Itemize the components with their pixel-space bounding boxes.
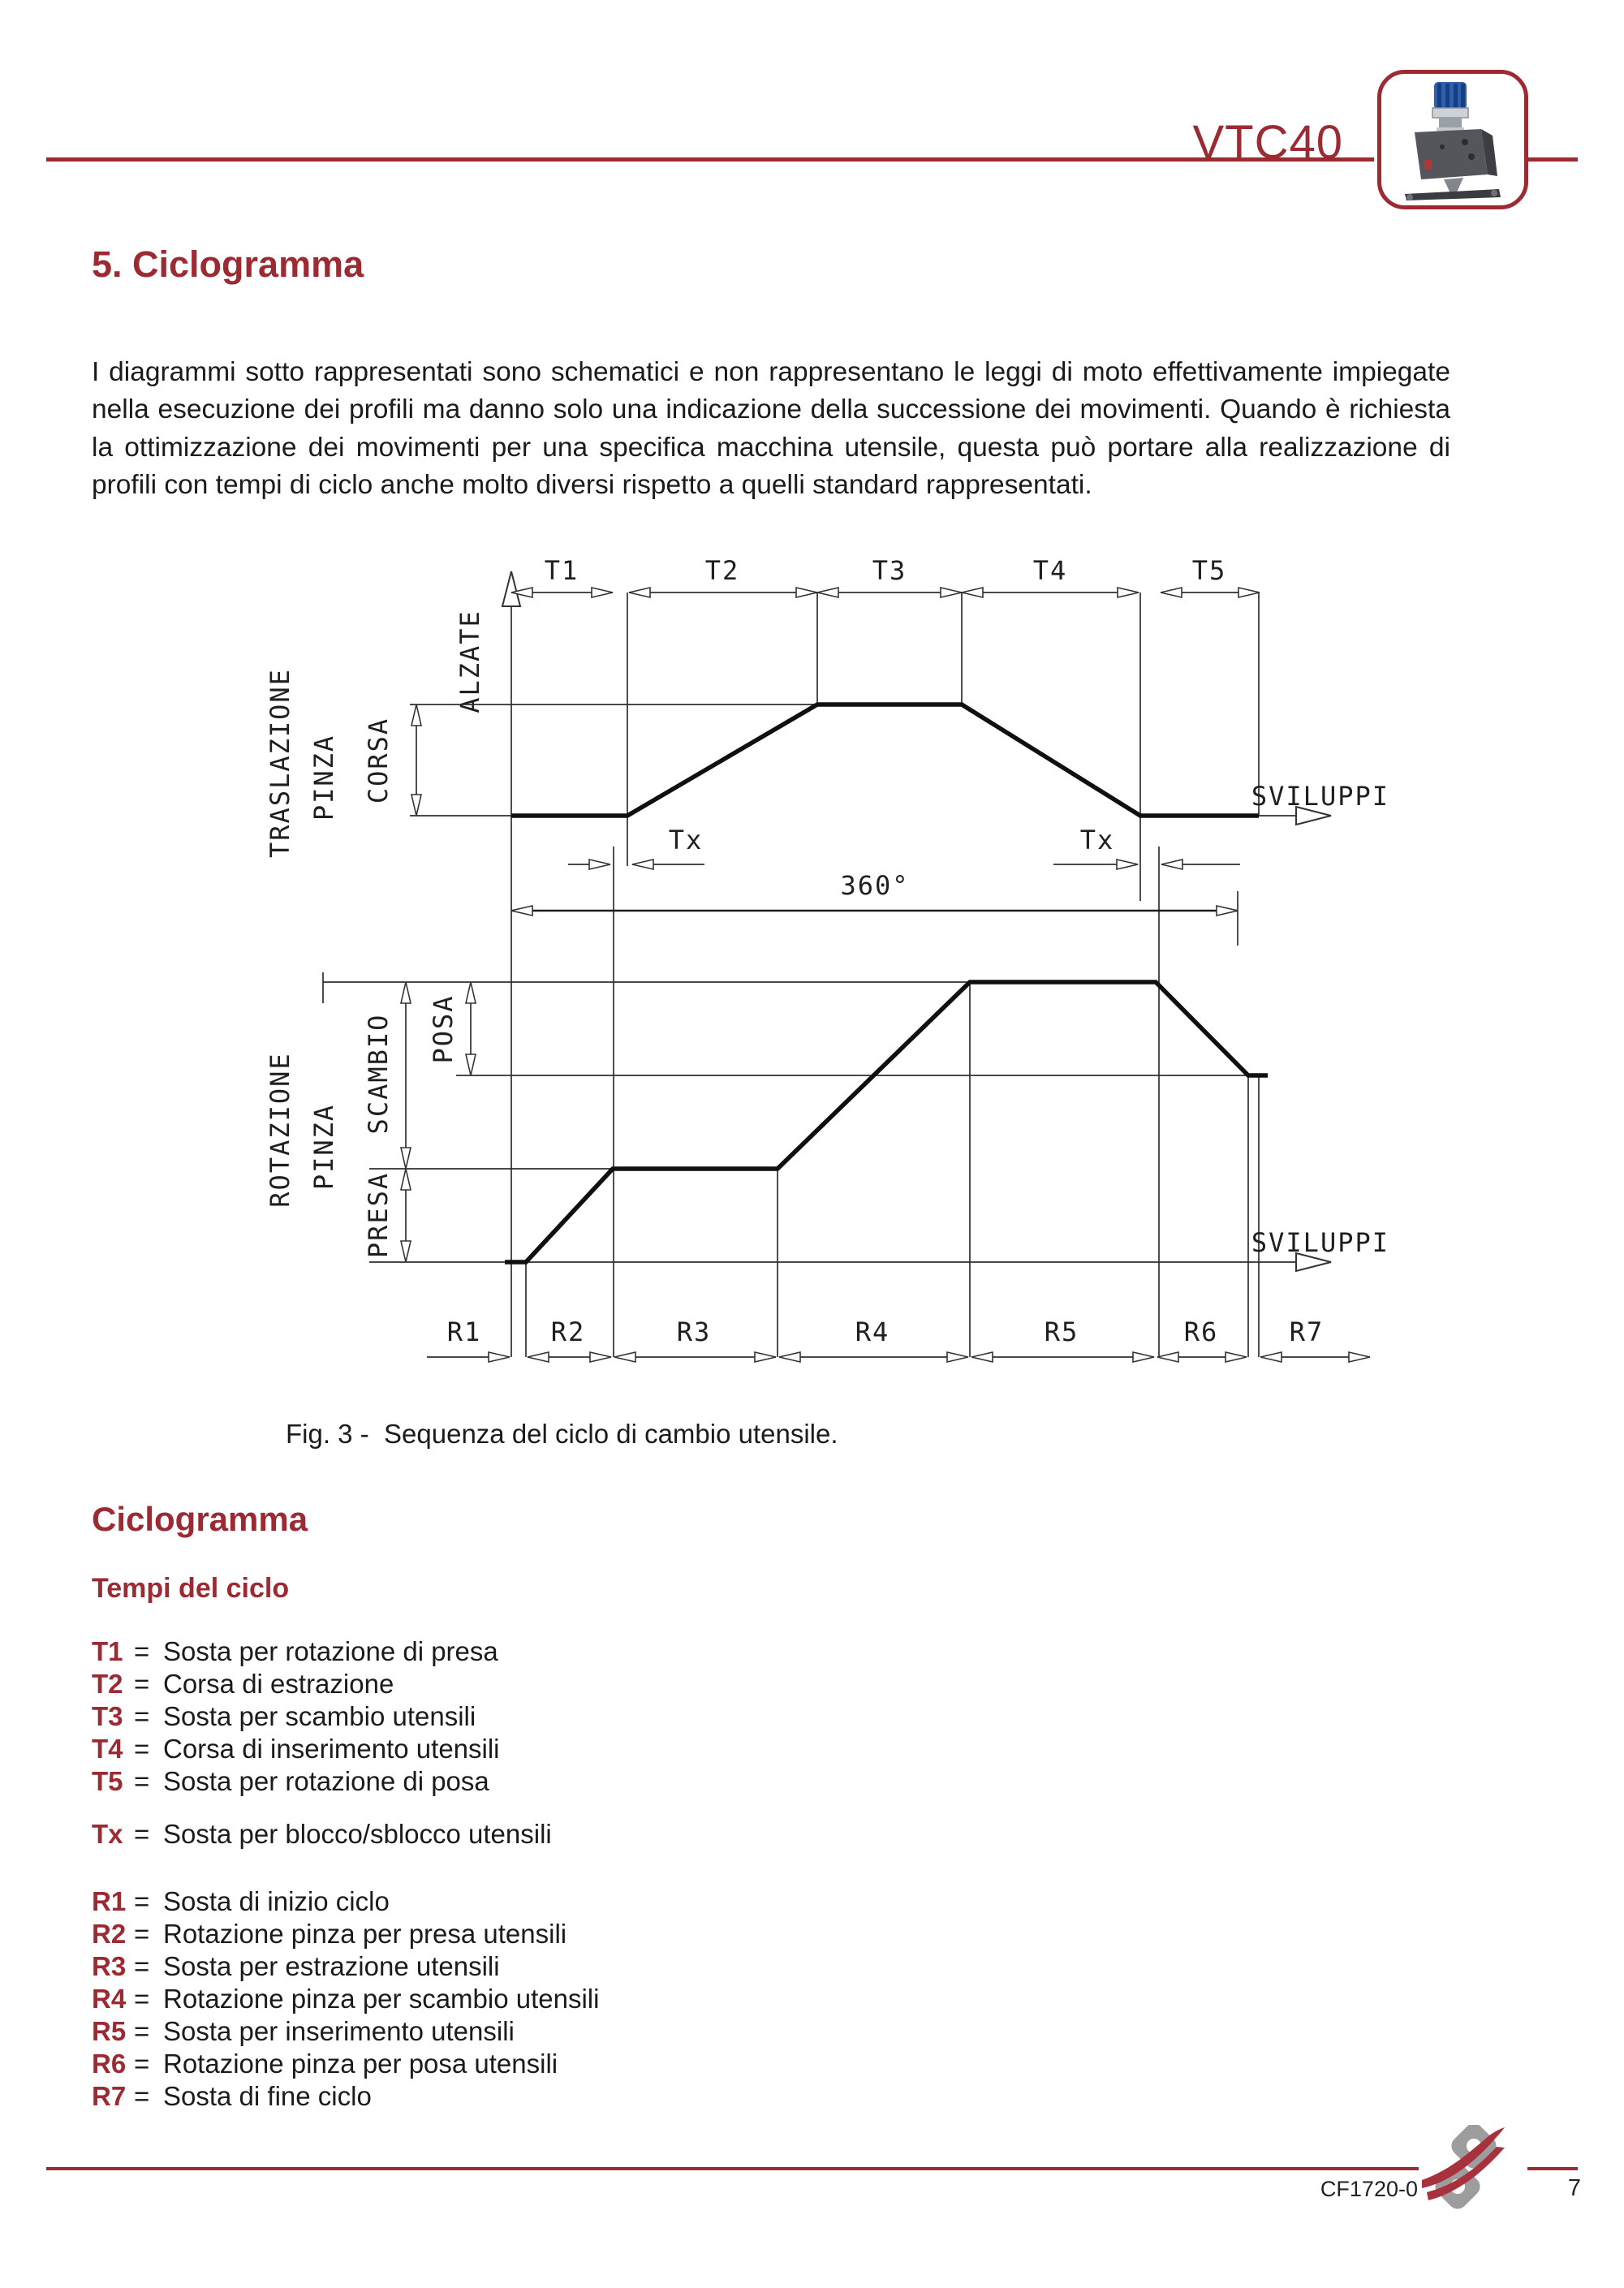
footer-rule-left	[46, 2167, 1419, 2170]
definition-row-t5: T5 = Sosta per rotazione di posa	[92, 1766, 489, 1796]
product-image	[1385, 79, 1520, 200]
t-definitions-list	[92, 1635, 500, 1798]
segment-label-t4: T4	[1032, 555, 1068, 586]
figure-caption: Fig. 3 - Sequenza del ciclo di cambio utensile.	[286, 1419, 838, 1449]
segment-label-r7: R7	[1289, 1316, 1325, 1347]
definition-row-r1: R1 = Sosta di inizio ciclo	[92, 1886, 390, 1916]
tx-label-2: Tx	[1079, 825, 1115, 855]
definition-row-r3: R3 = Sosta per estrazione utensili	[92, 1951, 500, 1981]
translation-diagram	[265, 555, 1389, 946]
definition-row-r5: R5 = Sosta per inserimento utensili	[92, 2016, 515, 2046]
corsa-label: CORSA	[363, 717, 394, 804]
legend-heading: Ciclogramma	[92, 1500, 308, 1538]
cycle-360-label: 360°	[840, 870, 910, 901]
product-image-box	[1377, 70, 1528, 209]
segment-label-r5: R5	[1044, 1316, 1079, 1347]
r-definitions-list	[92, 1885, 599, 2113]
posa-label: POSA	[428, 994, 459, 1064]
sviluppi-label-top: SVILUPPI	[1251, 781, 1389, 812]
sviluppi-label-bottom: SVILUPPI	[1251, 1227, 1389, 1258]
scambio-label: SCAMBIO	[363, 1013, 394, 1135]
tx-definition	[92, 1818, 552, 1851]
definition-row-t4: T4 = Corsa di inserimento utensili	[92, 1734, 500, 1764]
rotazione-label: ROTAZIONE	[265, 1052, 295, 1208]
shared-axis-lines	[511, 571, 1159, 1357]
definition-row-t1: T1 = Sosta per rotazione di presa	[92, 1636, 498, 1666]
header-rule-right	[1523, 157, 1578, 162]
definition-row-t2: T2 = Corsa di estrazione	[92, 1669, 394, 1699]
segment-label-t5: T5	[1191, 555, 1227, 586]
definition-row-r2: R2 = Rotazione pinza per presa utensili	[92, 1919, 567, 1949]
segment-label-r4: R4	[855, 1316, 890, 1347]
segment-label-t2: T2	[704, 555, 740, 586]
intro-paragraph: I diagrammi sotto rappresentati sono schematici e non rappresentano le leggi di moto effettivamente impiegate nella esecuzione dei profili ma danno solo una indicazione della successione dei movimenti. Quando è richiesta la ottimizzazione dei movimenti per una specifica macchina utensile, questa può portare alla realizzazione di profili con tempi di ciclo anche molto diversi rispetto a quelli standard rappresentati.	[92, 356, 1450, 500]
traslazione-label: TRASLAZIONE	[265, 668, 295, 858]
definition-row-tx: Tx = Sosta per blocco/sblocco utensili	[92, 1819, 552, 1849]
segment-label-r2: R2	[550, 1316, 586, 1347]
company-logo	[1420, 2125, 1513, 2211]
traslazione-pinza-label: PINZA	[308, 734, 339, 821]
definition-row-r7: R7 = Sosta di fine ciclo	[92, 2081, 372, 2111]
alzate-axis-label: ALZATE	[454, 610, 485, 713]
segment-label-r1: R1	[446, 1316, 482, 1347]
page-number: 7	[1567, 2175, 1581, 2201]
presa-label: PRESA	[363, 1171, 394, 1259]
definition-row-r6: R6 = Rotazione pinza per posa utensili	[92, 2049, 558, 2079]
translation-profile	[511, 704, 1259, 816]
tx-label-1: Tx	[668, 825, 704, 855]
rotazione-pinza-label: PINZA	[308, 1103, 339, 1191]
legend-subheading: Tempi del ciclo	[92, 1573, 290, 1604]
segment-label-t1: T1	[544, 555, 579, 586]
section-title: 5. Ciclogramma	[92, 243, 364, 285]
segment-label-r6: R6	[1183, 1316, 1219, 1347]
definition-row-r4: R4 = Rotazione pinza per scambio utensili	[92, 1984, 600, 2014]
definition-row-t3: T3 = Sosta per scambio utensili	[92, 1701, 476, 1731]
document-code: CF1720-0	[1320, 2177, 1418, 2201]
rotation-profile	[505, 982, 1268, 1262]
footer-rule-right	[1527, 2167, 1578, 2170]
segment-label-r3: R3	[676, 1316, 712, 1347]
rotation-diagram	[265, 972, 1389, 1357]
cycle-diagram	[138, 511, 1445, 1388]
product-title: VTC40	[1192, 116, 1343, 169]
segment-label-t3: T3	[872, 555, 907, 586]
